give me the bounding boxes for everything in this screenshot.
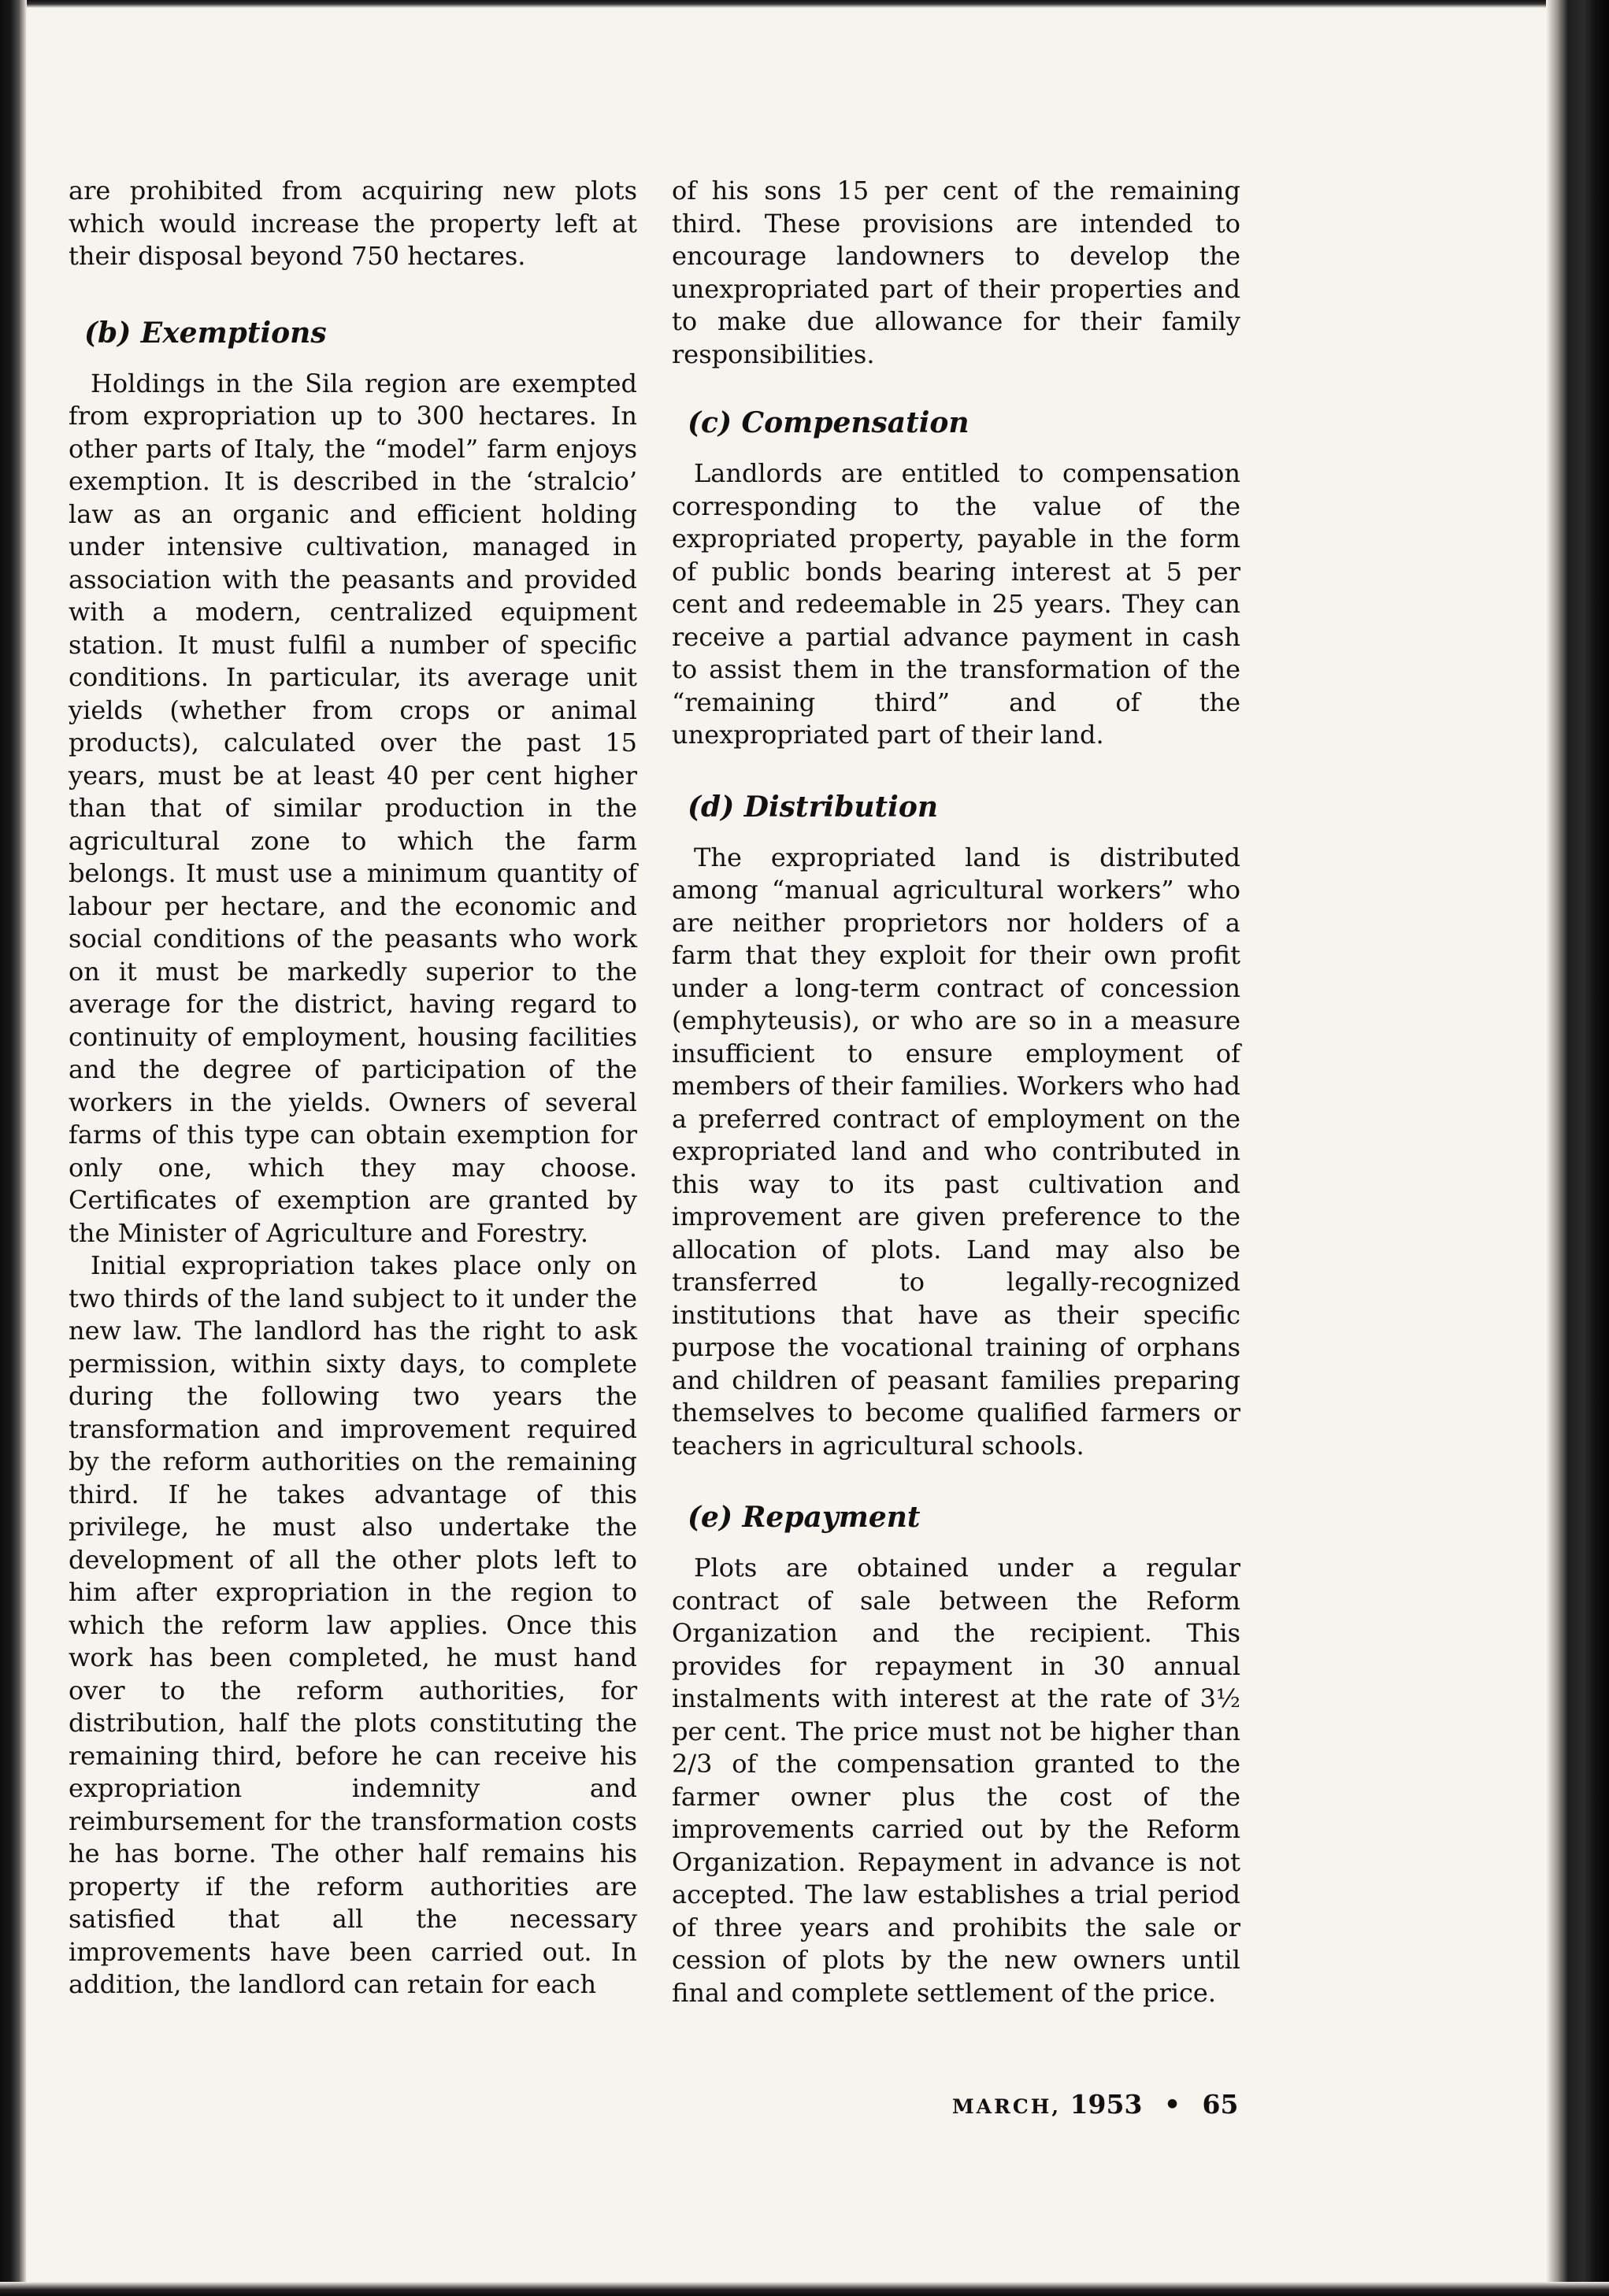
scan-edge-bottom — [0, 2282, 1609, 2296]
right-column — [672, 175, 1240, 2009]
section-heading-exemptions: (b) Exemptions — [84, 316, 327, 350]
scan-edge-right-binding — [1546, 0, 1609, 2296]
section-heading-repayment: (e) Repayment — [688, 1501, 921, 1534]
paragraph-exemptions: Holdings in the Sila region are exempted from expropriation up to 300 hectares. In other parts of Italy, the “model” farm enjoys exemption. It is described in the ‘stralcio’ law as an organic and efficient holding under intensive cultivation, managed in association with the peasants and provided with a modern, centralized equipment station. It must fulfil a number of specific conditions. In particular, its average unit yields (whether from crops or animal products), calculated over the past 15 years, must be at least 40 per cent higher than that of similar production in the agricultural zone to which the farm belongs. It must use a minimum quantity of labour per hectare, and the economic and social conditions of the peasants who work on it must be markedly superior to the average for the district, having regard to continuity of employment, housing facilities and the degree of participation of the workers in the yields. Owners of several farms of this type can obtain exemption for only one, which they may choose. Certificates of exemption are granted by the Minister of Agriculture and Forestry. — [69, 368, 637, 1248]
paragraph-continuation-right: of his sons 15 per cent of the remaining third. These provisions are intended to encourage landowners to develop the unexpropriated part of their properties and to make due allowance for their family responsibilities. — [672, 176, 1240, 369]
scan-edge-left — [0, 0, 27, 2296]
footer-year: 1953 — [1070, 2089, 1143, 2120]
paragraph-repayment: Plots are obtained under a regular contract of sale between the Reform Organization and the recipient. This provides for repayment in 30 annual instalments with interest at the rate of 3½ per cent. The price must not be higher than 2/3 of the compensation granted to the farmer owner plus the cost of the improvements carried out by the Reform Organization. Repayment in advance is not accepted. The law establishes a trial period of three years and prohibits the sale or cession of plots by the new owners until final and complete settlement of the price. — [672, 1553, 1240, 2008]
paragraph-initial-expropriation: Initial expropriation takes place only on two thirds of the land subject to it under the new law. The landlord has the right to ask permission, within sixty days, to complete during the following two years the transformation and improvement required by the reform authorities on the remaining third. If he takes advantage of this privilege, he must also undertake the development of all the other plots left to him after expropriation in the region to which the reform law applies. Once this work has been completed, he must hand over to the reform authorities, for distribution, half the plots constituting the remaining third, before he can receive his expropriation indemnity and reimbursement for the transformation costs he has borne. The other half remains his property if the reform authorities are satisfied that all the necessary improvements have been carried out. In addition, the landlord can retain for each — [69, 1250, 637, 1999]
section-heading-compensation: (c) Compensation — [688, 406, 969, 439]
scan-edge-top — [0, 0, 1609, 8]
footer-month: MARCH, — [952, 2095, 1062, 2118]
page-number: 65 — [1202, 2089, 1239, 2120]
paragraph-continuation: are prohibited from acquiring new plots which would increase the property left at their disposal beyond 750 hectares. — [69, 176, 637, 271]
page-footer — [952, 2087, 1238, 2124]
left-column — [69, 175, 637, 2002]
paragraph-compensation: Landlords are entitled to compensation corresponding to the value of the expropriated property, payable in the form of public bonds bearing interest at 5 per cent and redeemable in 25 years. They can receive a partial advance payment in cash to assist them in the transformation of the “remaining third” and of the unexpropriated part of their land. — [672, 458, 1240, 750]
paragraph-distribution: The expropriated land is distributed among “manual agricultural workers” who are neither proprietors nor holders of a farm that they exploit for their own profit under a long-term contract of concession (emphyteusis), or who are so in a measure insufficient to ensure employment of members of their families. Workers who had a preferred contract of employment on the expropriated land and who contributed in this way to its past cultivation and improvement are given preference to the allocation of plots. Land may also be transferred to legally-recognized institutions that have as their specific purpose the vocational training of orphans and children of peasant families preparing themselves to become qualified farmers or teachers in agricultural schools. — [672, 842, 1240, 1461]
section-heading-distribution: (d) Distribution — [688, 790, 939, 824]
footer-separator: • — [1163, 2089, 1181, 2120]
